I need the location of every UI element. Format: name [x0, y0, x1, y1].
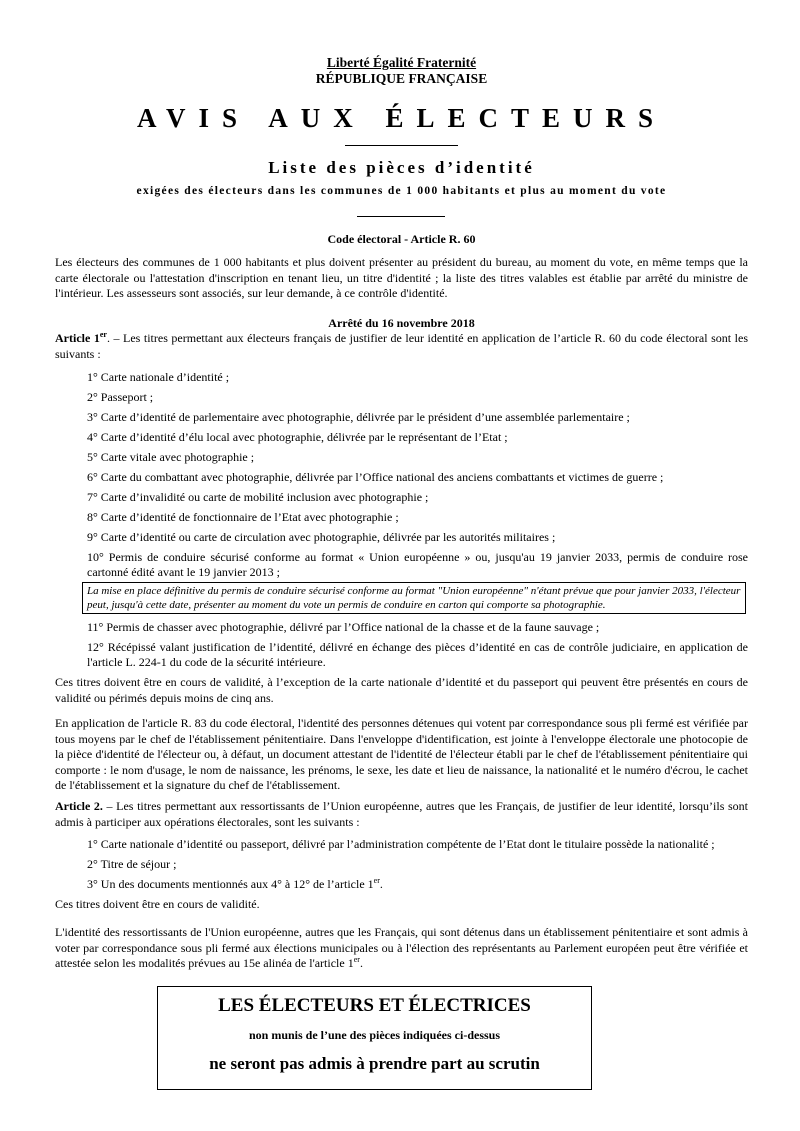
- code-section-text: Les électeurs des communes de 1 000 habitants et plus doivent présenter au président du bureau, au moment du vote, en même temps que la carte électorale ou l'attestation d'inscription en tenant lieu, un titre d'identité ; la liste des titres valables est établie par arrêté du ministre de l'intérieur. Les assesseurs sont associés, sur leur demande, à ce contrôle d'identité.: [55, 255, 748, 300]
- list-item: 4° Carte d’identité d’élu local avec photographie, délivrée par le représentant de l’Etat ;: [87, 430, 508, 444]
- article1-intro: Article 1er. – Les titres permettant aux électeurs français de justifier de leur identité en application de l’article R. 60 du code électoral sont les suivants :: [55, 330, 748, 361]
- article2-validity: Ces titres doivent être en cours de validité.: [55, 897, 260, 911]
- list-item: 2° Passeport ;: [87, 390, 154, 404]
- article2-intro: Article 2. – Les titres permettant aux ressortissants de l’Union européenne, autres que les Français, de justifier de leur identité, lorsqu’ils sont admis à participer aux opérations électorales, sont les suivants :: [55, 799, 748, 829]
- arrete-heading: Arrêté du 16 novembre 2018: [328, 316, 475, 330]
- article1-label: Article 1er: [55, 330, 107, 345]
- list-item: 1° Carte nationale d’identité ;: [87, 370, 230, 384]
- list-item: 8° Carte d’identité de fonctionnaire de l’Etat avec photographie ;: [87, 510, 399, 524]
- document-subtitle-detail: exigées des électeurs dans les communes de 1 000 habitants et plus au moment du vote: [136, 185, 667, 197]
- list-item: 12° Récépissé valant justification de l’identité, délivré en échange des pièces d’identité en cas de contrôle judiciaire, en application de l'article L. 224-1 du code de la sécurité intérieure.: [87, 640, 748, 669]
- list-item: 1° Carte nationale d’identité ou passeport, délivré par l’administration compétente de l’Etat dont le titulaire possède la nationalité ;: [87, 837, 715, 851]
- republic-name: RÉPUBLIQUE FRANÇAISE: [315, 71, 488, 86]
- list-item: 5° Carte vitale avec photographie ;: [87, 450, 255, 464]
- detenus-text: En application de l'article R. 83 du code électoral, l'identité des personnes détenues qui votent par correspondance sous pli fermé est vérifiée par tous moyens par le chef de l'établissement pénitentiaire. Dans l'enveloppe d'identification, est jointe à l'enveloppe électorale une photocopie de la pièce d'identité de l'électeur ou, à défaut, un document attestant de l'identité de l'électeur établi par le chef de l'établissement pénitentiaire qui comporte : le nom d'usage, le nom de naissance, les prénoms, le sexe, les date et lieu de naissance, la nationalité et le numéro d'écrou, le cachet de l'établissement et la signature du chef de l'établissement.: [55, 716, 748, 792]
- ue-detenus-text: L'identité des ressortissants de l'Union européenne, autres que les Français, qui sont détenus dans un établissement pénitentiaire et sont admis à voter par correspondance sous pli fermé aux élections municipales ou à l'élection des représentants au Parlement européen peut être vérifiée et attestée selon les modalités prévues au 15e alinéa de l'article 1er.: [55, 925, 748, 970]
- validity-text: Ces titres doivent être en cours de validité, à l’exception de la carte nationale d’identité et du passeport qui peuvent être présentés en cours de validité ou périmés depuis moins de cinq ans.: [55, 675, 748, 705]
- list-item: 9° Carte d’identité ou carte de circulation avec photographie, délivrée par les autorités militaires ;: [87, 530, 556, 544]
- list-item: 3° Carte d’identité de parlementaire avec photographie, délivrée par le président d’une assemblée parlementaire ;: [87, 410, 630, 424]
- list-item: 3° Un des documents mentionnés aux 4° à 12° de l’article 1er.: [87, 876, 383, 891]
- document-subtitle: Liste des pièces d’identité: [268, 158, 535, 177]
- list-item: 6° Carte du combattant avec photographie, délivrée par l’Office national des anciens combattants et victimes de guerre ;: [87, 470, 664, 484]
- warning-consequence: ne seront pas admis à prendre part au scrutin: [209, 1054, 540, 1073]
- list-item: 7° Carte d’invalidité ou carte de mobilité inclusion avec photographie ;: [87, 490, 429, 504]
- note-box: La mise en place définitive du permis de conduire sécurisé conforme au format "Union européenne" n'étant prévue que pour janvier 2033, l'électeur peut, jusqu'à cette date, présenter au moment du vote un permis de conduire en carton qui comporte sa photographie.: [82, 582, 746, 614]
- warning-title: LES ÉLECTEURS ET ÉLECTRICES: [218, 995, 531, 1016]
- list-item: 10° Permis de conduire sécurisé conforme au format « Union européenne » ou, jusqu'au 19 janvier 2033, permis de conduire rose cartonné édité avant le 19 janvier 2013 ;: [87, 550, 748, 579]
- page-title: AVIS AUX ÉLECTEURS: [136, 103, 667, 133]
- list-item: 2° Titre de séjour ;: [87, 857, 177, 871]
- republic-motto: Liberté Égalité Fraternité: [326, 55, 477, 70]
- warning-box: [157, 986, 592, 1090]
- divider: [357, 216, 445, 217]
- list-item: 11° Permis de chasser avec photographie, délivré par l’Office national de la chasse et de la faune sauvage ;: [87, 620, 600, 634]
- article2-label: Article 2.: [55, 799, 103, 813]
- divider: [345, 145, 458, 146]
- code-section-heading: Code électoral - Article R. 60: [327, 232, 476, 246]
- warning-condition: non munis de l’une des pièces indiquées ci-dessus: [248, 1028, 501, 1042]
